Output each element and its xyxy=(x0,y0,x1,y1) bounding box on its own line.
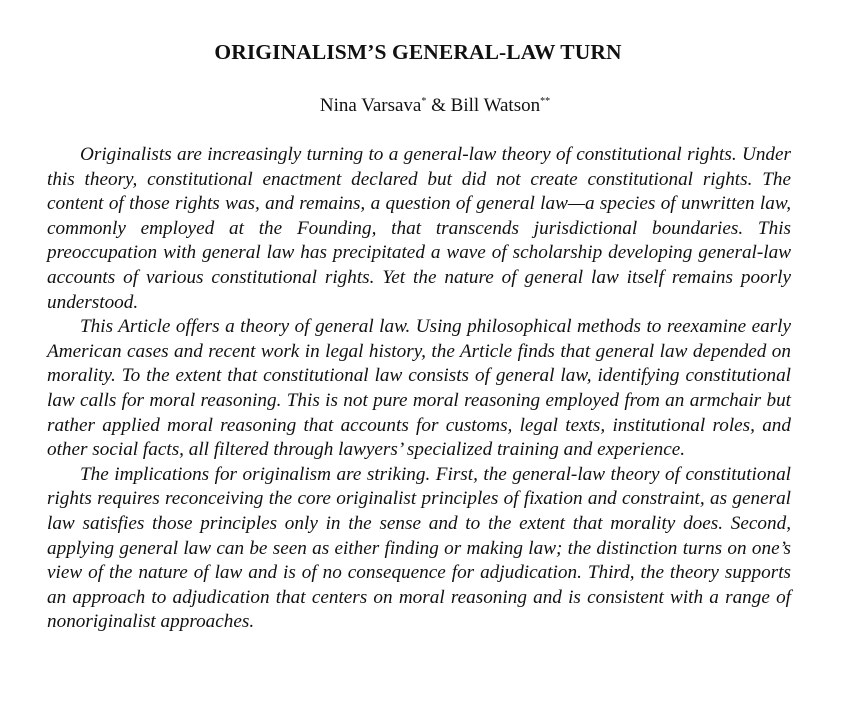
author-line xyxy=(0,95,841,117)
paper-title: ORIGINALISM’S GENERAL-LAW TURN xyxy=(214,40,622,64)
author-name: Nina Varsava xyxy=(319,95,422,116)
abstract xyxy=(47,143,791,635)
author-footnote-mark: * xyxy=(421,96,427,107)
abstract-paragraph: This Article offers a theory of general law. Using philosophical methods to reexamine early American cases and recent work in legal history, the Article finds that general law depended on morality. To the extent that constitutional law consists of general law, identifying constitutional law calls for moral reasoning. This is not pure moral reasoning employed from an armchair but rather applied moral reasoning that accounts for customs, legal texts, institutional roles, and other social facts, all filtered through lawyers’ specialized training and experience. xyxy=(47,316,791,461)
author-name: Bill Watson xyxy=(450,95,541,116)
author-footnote-mark: ** xyxy=(540,96,551,107)
abstract-paragraph: The implications for originalism are striking. First, the general-law theory of constitutional rights requires reconceiving the core originalist principles of fixation and constraint, as general law satisfies those principles only in the sense and to the extent that morality does. Second, applying general law can be seen as either finding or making law; the distinction turns on one’s view of the nature of law and is of no consequence for adjudication. Third, the theory supports an approach to adjudication that centers on moral reasoning and is consistent with a range of nonoriginalist approaches. xyxy=(47,463,791,633)
author-separator: & xyxy=(426,95,451,116)
abstract-paragraph: Originalists are increasingly turning to a general-law theory of constitutional rights. Under this theory, constitutional enactment declared but did not create constitutional rights. The content of those rights was, and remains, a question of general law—a species of unwritten law, commonly employed at the Founding, that transcends jurisdictional boundaries. This preoccupation with general law has precipitated a wave of scholarship developing general-law accounts of various constitutional rights. Yet the nature of general law itself remains poorly understood. xyxy=(47,144,791,313)
